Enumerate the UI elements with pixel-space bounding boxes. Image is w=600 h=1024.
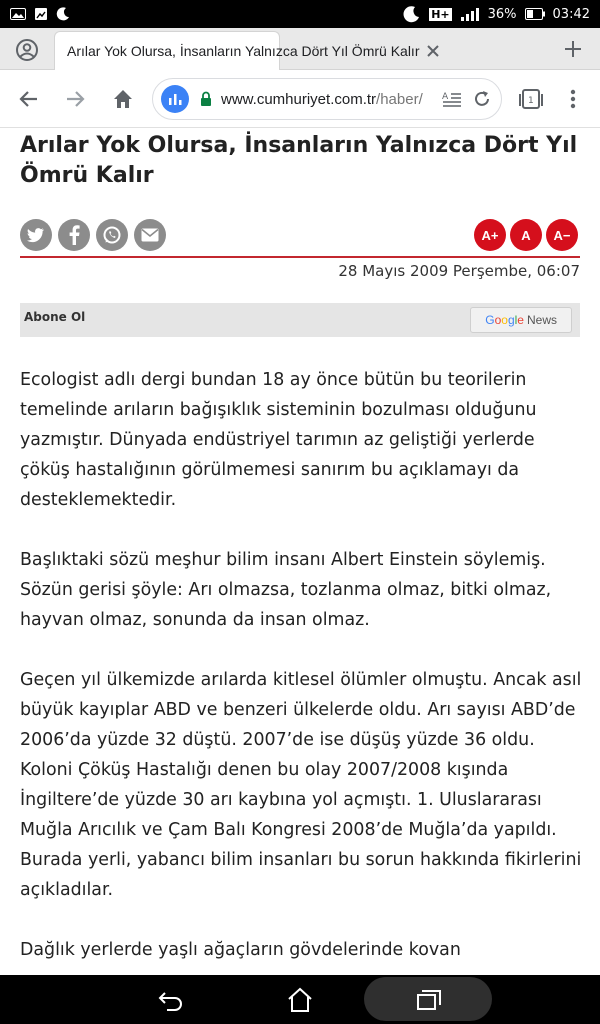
web-content — [0, 129, 600, 975]
battery-percent: 36% — [487, 6, 517, 22]
whatsapp-icon[interactable] — [96, 219, 128, 251]
omnibox[interactable] — [152, 78, 502, 120]
twitter-icon[interactable] — [20, 219, 52, 251]
new-tab-icon[interactable] — [562, 38, 584, 60]
share-buttons — [20, 219, 166, 251]
status-right — [403, 5, 590, 23]
lite-mode-icon[interactable] — [161, 85, 189, 113]
close-tab-icon[interactable] — [425, 43, 441, 59]
browser-tab[interactable] — [54, 31, 420, 70]
font-increase-button[interactable]: A+ — [474, 219, 506, 251]
tab-strip — [0, 28, 600, 70]
tab-title: Arılar Yok Olursa, İnsanların Yalnızca Dört Yıl Ömrü Kalır — [67, 43, 420, 59]
font-reset-button[interactable]: A — [510, 219, 542, 251]
font-size-controls — [474, 219, 578, 251]
home-icon[interactable] — [110, 86, 136, 112]
article-paragraph: Geçen yıl ülkemizde arılarda kitlesel ölümler olmuştu. Ancak asıl büyük kayıplar ABD ve benzeri ülkelerde oldu. Arı sayısı ABD’de 2006’da yüzde 32 düştü. 2007’de ise düşüş yüzde 36 oldu. Koloni Çöküş Hastalığı denen bu olay 2007/2008 kışında İngiltere’de yüzde 30 arı kaybına yol açmıştı. 1. Uluslararası Muğla Arıcılık ve Çam Balı Kongresi 2008’de Muğla’da yapıldı. Burada yerli, yabancı bilim insanları bu sorun hakkında fikirlerini açıkladılar. — [20, 670, 582, 900]
article-body — [20, 365, 582, 995]
tab-switcher-icon[interactable] — [518, 86, 544, 112]
article-paragraph: Dağlık yerlerde yaşlı ağaçların gövdelerinde kovan — [20, 940, 461, 960]
network-type-icon — [429, 8, 451, 21]
signal-icon — [460, 7, 480, 21]
battery-icon — [525, 8, 545, 20]
night-mode-icon — [403, 5, 421, 23]
gallery-notification-icon — [10, 8, 26, 20]
google-news-button[interactable] — [470, 307, 572, 333]
article-headline: Arılar Yok Olursa, İnsanların Yalnızca Dört Yıl Ömrü Kalır — [20, 133, 578, 188]
url-text[interactable] — [221, 91, 433, 108]
url-host: www.cumhuriyet.com.tr — [221, 90, 377, 108]
status-left — [10, 7, 70, 21]
system-nav-bar — [0, 975, 600, 1024]
font-decrease-button[interactable]: A− — [546, 219, 578, 251]
clock: 03:42 — [552, 6, 590, 22]
reader-mode-icon[interactable] — [441, 88, 463, 110]
forward-icon[interactable] — [62, 86, 88, 112]
system-back-icon[interactable] — [156, 985, 186, 1015]
divider — [20, 256, 580, 258]
system-recents-icon[interactable] — [414, 985, 444, 1015]
overflow-menu-icon[interactable] — [560, 86, 586, 112]
svg-text:1: 1 — [528, 96, 534, 106]
status-bar — [0, 0, 600, 28]
lock-icon[interactable] — [199, 91, 213, 107]
google-news-logo: Google — [485, 313, 524, 327]
account-icon[interactable] — [14, 37, 40, 63]
reload-icon[interactable] — [471, 88, 493, 110]
network-type: H+ — [431, 7, 450, 21]
subscribe-bar — [20, 303, 580, 337]
back-icon[interactable] — [16, 86, 42, 112]
system-home-icon[interactable] — [285, 985, 315, 1015]
google-news-label: News — [526, 313, 557, 327]
article-paragraph: Başlıktaki sözü meşhur bilim insanı Albert Einstein söylemiş. Sözün gerisi şöyle: Arı olmazsa, tozlanma olmaz, bitki olmaz, hayvan olmaz, sonunda da insan olmaz. — [20, 550, 552, 630]
article-paragraph: Ecologist adlı dergi bundan 18 ay önce bütün bu teorilerin temelinde arıların bağışıklık sisteminin bozulması olduğunu yazmıştır. Dünyada endüstriyel tarımın az geliştiği yerlerde çöküş hastalığının görülmemesi sanırım bu açıklamayı da desteklemektedir. — [20, 370, 537, 510]
do-not-disturb-icon — [56, 7, 70, 21]
url-path: /haber/ — [376, 90, 423, 108]
facebook-icon[interactable] — [58, 219, 90, 251]
browser-toolbar — [0, 70, 600, 128]
svg-text:A: A — [442, 92, 449, 102]
image-notification-icon — [34, 7, 48, 21]
article-date: 28 Mayıs 2009 Perşembe, 06:07 — [338, 262, 580, 280]
subscribe-link[interactable]: Abone Ol — [24, 310, 86, 324]
email-icon[interactable] — [134, 219, 166, 251]
